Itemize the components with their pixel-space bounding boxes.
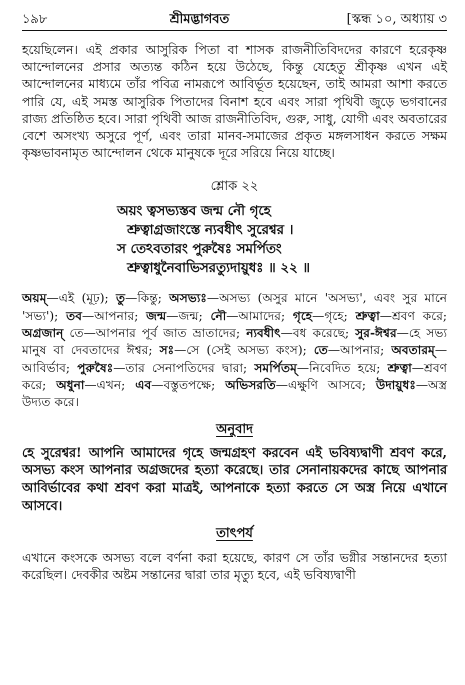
book-page	[22, 10, 447, 583]
translation-heading: অনুবাদ	[216, 421, 253, 437]
synonym-word: উদায়ুধঃ	[375, 377, 416, 392]
synonym-word: গৃহে	[292, 308, 313, 323]
book-title: শ্রীমদ্ভাগবত	[169, 12, 230, 27]
synonym-meaning: —অসভ্য (অসুর মানে 'অসভ্য', এবং সুর মানে 'সভ্য');	[22, 291, 447, 323]
synonym-word: ন্যবধীৎ	[246, 326, 281, 341]
synonym-word: সুর-ঈশ্বর	[355, 326, 397, 341]
synonym-meaning: —শ্রবণ করে;	[379, 308, 448, 323]
synonym-word: অবতারম্	[391, 343, 435, 358]
synonym-meaning: —কিন্তু;	[125, 291, 170, 306]
synonym-word: সমর্পিতম্	[254, 360, 297, 375]
synonym-word: এব	[135, 377, 152, 392]
page-number: ১৯৮	[22, 12, 48, 27]
intro-paragraph: হয়েছিলেন। এই প্রকার আসুরিক পিতা বা শাসক রাজনীতিবিদদের কারণে হরেকৃষ্ণ আন্দোলনের প্রসার অত্যন্ত কঠিন হয়ে উঠেছে, কিন্তু যেহেতু শ্রীকৃষ্ণ এখন এই আন্দোলনের মাধ্যমে তাঁর পবিত্র নামরূপে আবির্ভূত হয়েছেন, তাই আমরা আশা করতে পারি যে, এই সমস্ত আসুরিক পিতাদের বিনাশ হবে এবং সারা পৃথিবী জুড়ে ভগবানের রাজ্য প্রতিষ্ঠিত হবে। সারা পৃথিবী আজ রাজনীতিবিদ, গুরু, সাধু, যোগী এবং অবতারের বেশে অসংখ্য অসুরে পূর্ণ, এবং তারা মানব-সমাজের প্রকৃত মঙ্গলসাধন করতে সক্ষম কৃষ্ণভাবনামৃত আন্দোলন থেকে মানুষকে দূরে সরিয়ে নিয়ে যাচ্ছে।	[22, 42, 447, 161]
synonym-word: তে	[313, 343, 328, 358]
synonym-meaning: তে—আপনার পূর্ব জাত ভ্রাতাদের;	[63, 326, 247, 341]
synonym-meaning: —গৃহে;	[312, 308, 356, 323]
synonym-meaning: —এক্ষুণি আসবে;	[275, 377, 376, 392]
synonym-word: অয়ম্	[22, 291, 47, 306]
word-meanings	[22, 290, 447, 411]
verse-number: শ্লোক ২২	[210, 179, 259, 195]
synonym-meaning: —শ্রবণ করে;	[22, 360, 447, 392]
verse-line: শ্রুত্বাধুনৈবাভিসরত্যুদায়ুধঃ ॥ ২২ ॥	[127, 260, 310, 277]
synonym-meaning: —আবির্ভাব;	[22, 343, 448, 375]
synonym-meaning: —আপনার;	[82, 308, 147, 323]
synonym-meaning: —অস্ত্র উদ্যত করে।	[22, 377, 447, 410]
synonym-word: পুরুষৈঃ	[77, 360, 114, 375]
synonym-meaning: —হে সভ্য মানুষ বা দেবতাদের ঈশ্বর;	[22, 326, 447, 358]
verse-text	[22, 202, 447, 278]
synonym-meaning: —সে (সেই অসভ্য কংস);	[174, 343, 314, 358]
chapter-reference: [স্কন্ধ ১০, অধ্যায় ৩	[346, 12, 447, 27]
synonym-word: তব	[66, 308, 82, 323]
synonym-meaning: —আপনার;	[327, 343, 392, 358]
running-header	[22, 10, 447, 31]
synonym-meaning: —বস্তুতপক্ষে;	[151, 377, 226, 392]
synonym-word: তু	[115, 291, 126, 306]
synonym-word: জন্ম	[146, 308, 167, 323]
synonym-meaning: —বধ করেছে;	[280, 326, 356, 341]
synonym-word: অধুনা	[56, 377, 85, 392]
synonym-word: অভিসরতি	[225, 377, 276, 392]
purport-heading: তাৎপর্য	[216, 525, 253, 541]
synonym-word: অসভ্যঃ	[169, 291, 207, 306]
purport-text: এখানে কংসকে অসভ্য বলে বর্ণনা করা হয়েছে, কারণ সে তাঁর ভগ্নীর সন্তানদের হত্যা করেছিল। দেবকীর অষ্টম সন্তানের দ্বারা তার মৃত্যু হবে, এই ভবিষ্যদ্বাণী	[22, 549, 447, 582]
synonym-meaning: —তার সেনাপতিদের দ্বারা;	[113, 360, 255, 375]
verse-line: অয়ং ত্বসভ্যস্তব জন্ম নৌ গৃহে	[117, 203, 271, 220]
synonym-meaning: —আমাদের;	[226, 308, 293, 323]
synonym-meaning: —এই (মূঢ়);	[46, 291, 116, 306]
verse-line: স তেঽবতারং পুরুষৈঃ সমর্পিতং	[117, 241, 282, 258]
synonym-meaning: —নিবেদিত হয়ে;	[296, 360, 388, 375]
synonym-meaning: —জন্ম;	[166, 308, 211, 323]
synonym-word: শ্রুত্বা	[387, 360, 412, 375]
synonym-word: সঃ	[159, 343, 175, 358]
synonym-meaning: —এখন;	[84, 377, 136, 392]
synonym-word: নৌ	[210, 308, 227, 323]
verse-line: শ্রুত্বাগ্রজাংস্তে ন্যবধীৎ সুরেশ্বর ।	[127, 222, 294, 239]
synonym-word: অগ্রজান্	[22, 326, 64, 341]
synonym-word: শ্রুত্বা	[355, 308, 380, 323]
translation-text: হে সুরেশ্বর! আপনি আমাদের গৃহে জন্মগ্রহণ করবেন এই ভবিষ্যদ্বাণী শ্রবণ করে, অসভ্য কংস আপনার অগ্রজদের হত্যা করেছে। তার সেনানায়কদের কাছে আপনার আবির্ভাবের কথা শ্রবণ করা মাত্রই, আপনাকে হত্যা করতে সে অস্ত্র নিয়ে এখানে আসবে।	[22, 445, 447, 514]
